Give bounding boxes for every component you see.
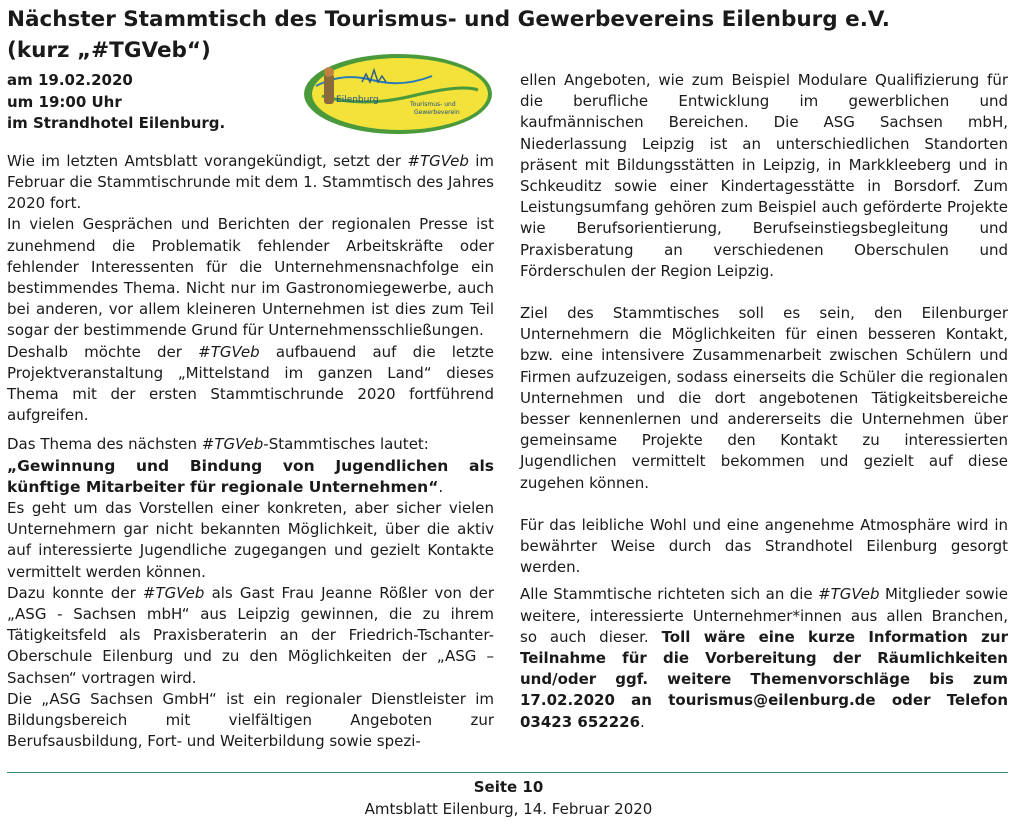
tgveb-mention: #TGVeb [142, 583, 205, 602]
paragraph-intro: Wie im letzten Amtsblatt vorangekündigt, setzt der #TGVeb im Februar die Stammtischrunde mit dem 1. Stammtisch des Jahres 2020 fort. [7, 151, 494, 213]
registration-request: Toll wäre eine kurze Information zur Teilnahme für die Vorbereitung der Räumlichkeiten und/oder ggf. weitere Themenvorschläge bis zum 17.02.2020 an tourismus@eilenburg.de oder Telefon 03423 652226 [520, 627, 1008, 731]
column-right [520, 70, 1008, 733]
event-place: im Strandhotel Eilenburg. [7, 114, 226, 133]
title-line-1: Nächster Stammtisch des Tourismus- und Gewerbevereins Eilenburg e.V. [7, 7, 890, 32]
column-left [7, 70, 494, 752]
paragraph-problem: In vielen Gesprächen und Berichten der regionalen Presse ist zunehmend die Problematik fehlender Arbeitskräfte oder fehlender Interessenten für die Unternehmensnachfolge ein bestimmendes Thema. Nicht nur im Gastronomiegewerbe, auch bei anderen, vor allem kleineren Unternehmen ist dies zum Teil sogar der bestimmende Grund für Unternehmensschließungen. [7, 215, 494, 340]
tgveb-mention: #TGVeb [407, 151, 469, 170]
event-time: um 19:00 Uhr [7, 92, 122, 111]
event-date: am 19.02.2020 [7, 71, 133, 89]
page-number: Seite 10 [473, 778, 544, 796]
logo-text-left: Eilenburg [336, 95, 379, 105]
tgveb-mention: #TGVeb [201, 435, 264, 454]
paragraph-reason: Deshalb möchte der #TGVeb aufbauend auf die letzte Projektveranstaltung „Mittelstand im ganzen Land“ dieses Thema mit der ersten Stammtischrunde 2020 fortführend aufgreifen. [7, 342, 494, 425]
logo-text-right-1: Tourismus- und [410, 101, 456, 108]
event-details [7, 70, 292, 135]
paragraph-topic: Das Thema des nächsten #TGVeb-Stammtisches lautet: „Gewinnung und Bindung von Jugendlichen als künftige Mitarbeiter für regionale Unternehmen“. [7, 435, 494, 496]
paragraph-contact: Alle Stammtische richteten sich an die #TGVeb Mitglieder sowie weitere, interessierte Unternehmer*innen aus allen Branchen, so auch dieser. Toll wäre eine kurze Information zur Teilnahme für die Vorbereitung der Räumlichkeiten und/oder ggf. weitere Themenvorschläge bis zum 17.02.2020 an tourismus@eilenburg.de oder Telefon 03423 652226. [520, 585, 1009, 731]
paragraph-asg-intro: Die „ASG Sachsen GmbH“ ist ein regionaler Dienstleister im Bildungsbereich mit vielfältigen Angeboten zur Berufsausbildung, Fort- und Weiterbildung sowie spezi- [7, 689, 494, 751]
paragraph-asg-details: ellen Angeboten, wie zum Beispiel Modulare Qualifizierung für die berufliche Entwicklung im gewerblichen und kaufmännischen Bereichen. Die ASG Sachsen mbH, Niederlassung Leipzig ist an unterschiedlichen Standorten präsent mit Bildungsstätten in Leipzig, in Markkleeberg und in Schkeuditz sowie einer Kindertagesstätte in Borsdorf. Zum Leistungsumfang gehören zum Beispiel auch geförderte Projekte wie Berufsorientierung, Berufseinstiegsbegleitung und Praxisberatung an verschiedenen Oberschulen und Förderschulen der Region Leipzig. [520, 71, 1008, 280]
publication-info: Amtsblatt Eilenburg, 14. Februar 2020 [364, 800, 653, 818]
title-line-2: (kurz „#TGVeb“) [7, 38, 211, 63]
logo-text-right-2: Gewerbeverein [414, 109, 460, 116]
footer-divider [7, 772, 1008, 773]
article-title [7, 4, 1007, 66]
paragraph-presentation: Es geht um das Vorstellen einer konkreten, aber sicher vielen Unternehmern gar nicht bekannten Möglichkeit, über die aktiv auf interessierte Jugendliche zugegangen und gezielt Kontakte vermittelt werden können. [7, 499, 494, 581]
paragraph-goal: Ziel des Stammtisches soll es sein, den Eilenburger Unternehmern die Möglichkeiten für einen besseren Kontakt, bzw. eine intensivere Zusammenarbeit zwischen Schülern und Firmen aufzuzeigen, sodass einerseits die Schüler die regionalen Unternehmen und die dort angebotenen Tätigkeitsbereiche besser kennenlernen und andererseits die Unternehmen über gemeinsame Projekte den Kontakt zu interessierten Jugendlichen vermittelt bekommen und gezielt auf diese zugehen können. [520, 304, 1008, 492]
tgveb-mention: #TGVeb [818, 585, 880, 604]
tgveb-mention: #TGVeb [198, 342, 260, 361]
paragraph-catering: Für das leibliche Wohl und eine angenehme Atmosphäre wird in bewährter Weise durch das Strandhotel Eilenburg gesorgt werden. [520, 515, 1008, 577]
topic-headline: „Gewinnung und Bindung von Jugendlichen als künftige Mitarbeiter für regionale Unternehmen“ [7, 456, 494, 496]
paragraph-guest: Dazu konnte der #TGVeb als Gast Frau Jeanne Rößler von der „ASG - Sachsen mbH“ aus Leipzig gewinnen, die zu ihrem Tätigkeitsfeld als Praxisberaterin an der Friedrich-Tschanter-Oberschule Eilenburg und zu den Möglichkeiten der „ASG – Sachsen“ vortragen wird. [7, 583, 495, 687]
